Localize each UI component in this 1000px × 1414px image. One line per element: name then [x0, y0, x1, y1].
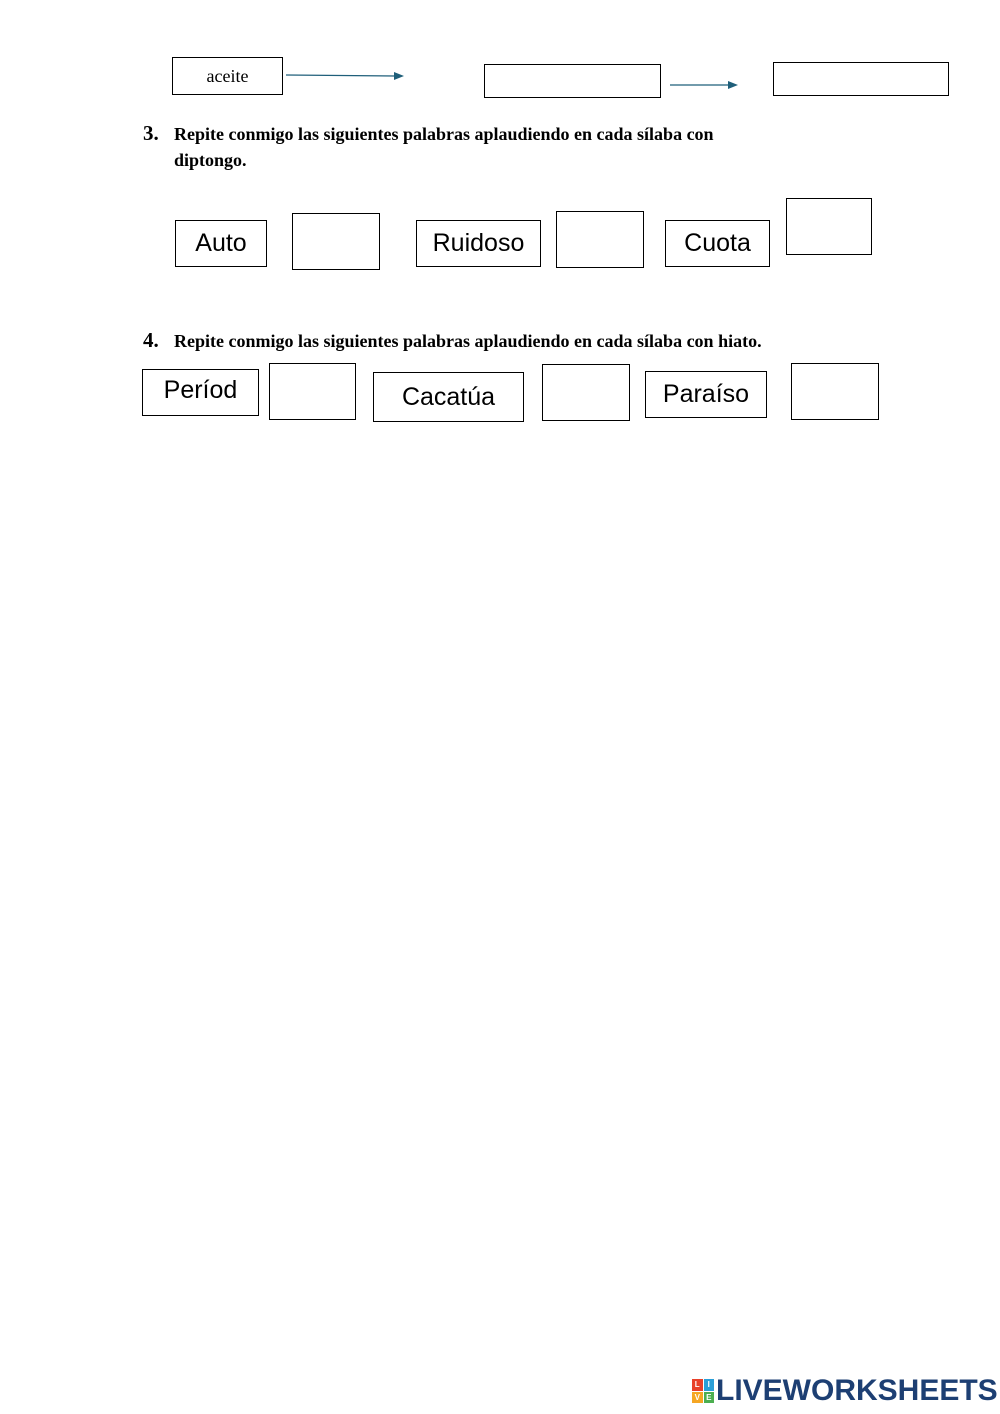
question-number-3: 3.: [143, 121, 159, 145]
word-label: Cuota: [684, 229, 751, 257]
word-label: Paraíso: [662, 380, 750, 408]
liveworksheets-logo-icon: [692, 1379, 714, 1403]
question-4-instruction: Repite conmigo las siguientes palabras aplaudiendo en cada sílaba con hiato.: [174, 331, 762, 351]
answer-box-period[interactable]: [269, 363, 356, 420]
word-label: Cacatúa: [401, 382, 496, 411]
logo-mark-v: V: [692, 1392, 703, 1404]
logo-mark-i: I: [704, 1379, 715, 1391]
question-number-4: 4.: [143, 328, 159, 352]
word-box-cacatua: [373, 372, 524, 422]
logo-mark-e: E: [704, 1392, 715, 1404]
word-label: Ruidoso: [432, 229, 525, 257]
question-3-instruction-line2: diptongo.: [174, 150, 247, 170]
question-3-instruction: [174, 121, 814, 173]
answer-box-cuota[interactable]: [786, 198, 872, 255]
word-box-ruidoso: [416, 220, 541, 267]
word-label: Períod: [163, 376, 238, 404]
word-box-aceite: [172, 57, 283, 95]
answer-box-ruidoso[interactable]: [556, 211, 644, 268]
question-3-instruction-line1: Repite conmigo las siguientes palabras aplaudiendo en cada sílaba con: [174, 124, 714, 144]
answer-box-cacatua[interactable]: [542, 364, 630, 421]
answer-box-top-1[interactable]: [484, 64, 661, 98]
word-box-auto: [175, 220, 267, 267]
logo-text: LIVEWORKSHEETS: [716, 1374, 998, 1407]
answer-box-top-2[interactable]: [773, 62, 949, 96]
arrow-icon: [668, 78, 742, 94]
logo-mark-l: L: [692, 1379, 703, 1391]
word-box-paraiso: [645, 371, 767, 418]
word-box-period: [142, 369, 259, 416]
word-label: Auto: [195, 229, 247, 257]
liveworksheets-logo[interactable]: [692, 1374, 998, 1408]
word-aceite: aceite: [206, 65, 249, 86]
answer-box-paraiso[interactable]: [791, 363, 879, 420]
word-box-cuota: [665, 220, 770, 267]
arrow-icon: [284, 68, 408, 84]
answer-box-auto[interactable]: [292, 213, 380, 270]
